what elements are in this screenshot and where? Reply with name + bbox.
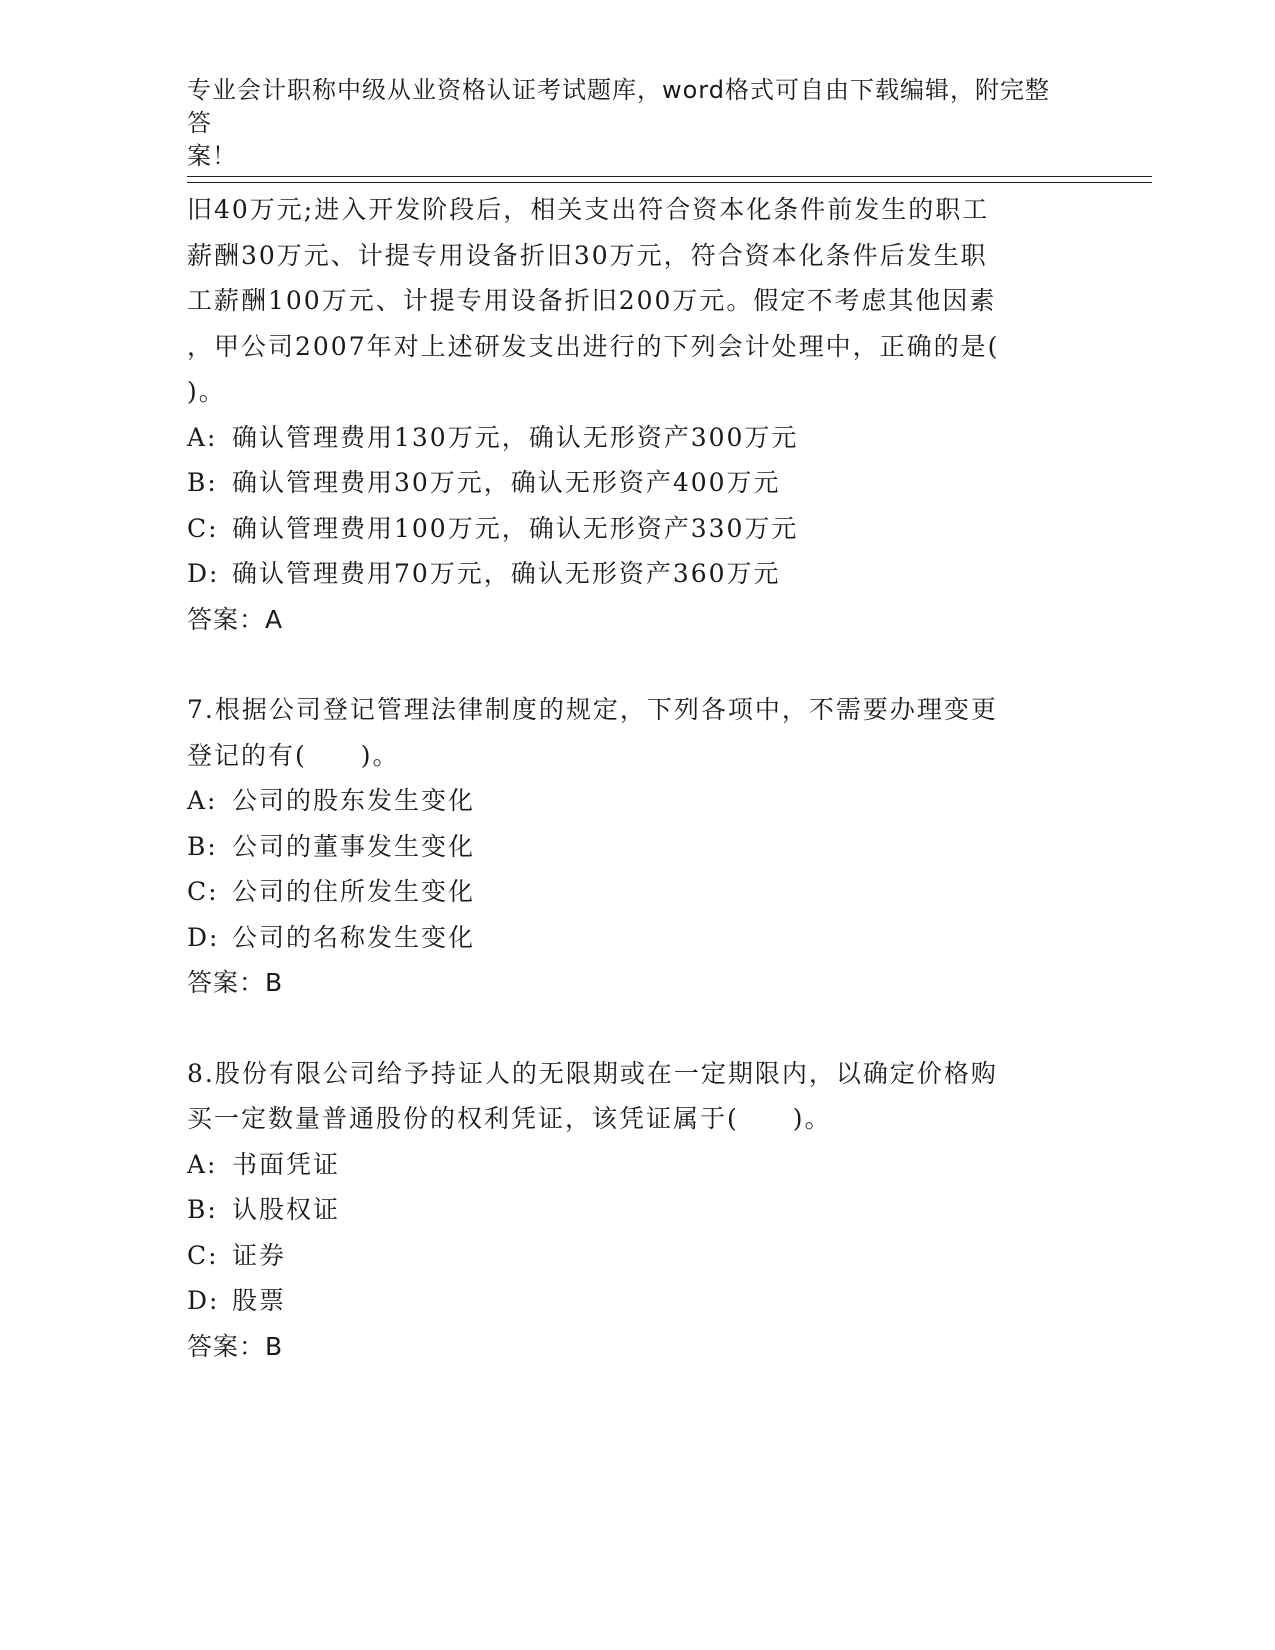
question-8 [187, 1051, 1067, 1370]
option-b [187, 1187, 1067, 1233]
option-a [187, 415, 1067, 461]
question-text-line: 7.根据公司登记管理法律制度的规定，下列各项中，不需要办理变更 [187, 695, 998, 724]
answer-label: 答案：B [187, 968, 284, 997]
option-a [187, 1142, 1067, 1188]
option-text: 确认管理费用130万元，确认无形资产300万元 [232, 422, 799, 452]
document-header [187, 74, 1067, 173]
question-text-line: 8.股份有限公司给予持证人的无限期或在一定期限内，以确定价格购 [187, 1058, 998, 1088]
option-text: 公司的住所发生变化 [232, 877, 476, 906]
question-text-line: 买一定数量普通股份的权利凭证，该凭证属于( )。 [187, 1104, 832, 1133]
option-key: C: [187, 513, 219, 543]
question-text-line: 薪酬30万元、计提专用设备折旧30万元，符合资本化条件后发生职 [187, 240, 988, 270]
spacer [187, 642, 1067, 687]
option-key: B: [187, 831, 218, 861]
option-text: 确认管理费用70万元，确认无形资产360万元 [232, 559, 781, 588]
header-line-2: 案！ [187, 142, 237, 170]
option-b [187, 460, 1067, 506]
option-key: D: [187, 559, 220, 588]
question-text-line: ，甲公司2007年对上述研发支出进行的下列会计处理中，正确的是( [187, 331, 1000, 361]
option-text: 确认管理费用30万元，确认无形资产400万元 [232, 468, 781, 497]
option-key: D: [187, 1286, 220, 1315]
question-text-line: 登记的有( )。 [187, 740, 400, 770]
option-text: 公司的名称发生变化 [232, 922, 476, 952]
option-b [187, 824, 1067, 870]
option-key: D: [187, 922, 220, 952]
option-key: A: [187, 1149, 218, 1179]
option-key: A: [187, 422, 218, 452]
header-line-1: 专业会计职称中级从业资格认证考试题库，word格式可自由下载编辑，附完整答 [187, 76, 1050, 137]
option-text: 认股权证 [232, 1195, 341, 1224]
document-body [187, 187, 1067, 1369]
option-key: B: [187, 1195, 218, 1224]
option-d [187, 551, 1067, 597]
option-a [187, 778, 1067, 824]
option-d [187, 915, 1067, 961]
option-c [187, 1233, 1067, 1279]
answer-label: 答案：A [187, 604, 284, 634]
answer-label: 答案：B [187, 1331, 284, 1361]
option-text: 证券 [232, 1240, 287, 1270]
option-c [187, 869, 1067, 915]
option-key: C: [187, 877, 219, 906]
option-text: 公司的股东发生变化 [232, 786, 476, 815]
option-text: 书面凭证 [232, 1149, 341, 1179]
option-key: A: [187, 786, 218, 815]
question-text-line: 工薪酬100万元、计提专用设备折旧200万元。假定不考虑其他因素 [187, 286, 997, 315]
option-c [187, 506, 1067, 552]
option-key: B: [187, 468, 218, 497]
question-6 [187, 187, 1067, 642]
option-key: C: [187, 1240, 219, 1270]
option-d [187, 1278, 1067, 1324]
header-divider-top [187, 176, 1152, 177]
option-text: 确认管理费用100万元，确认无形资产330万元 [232, 513, 799, 543]
spacer [187, 1006, 1067, 1051]
option-text: 股票 [232, 1286, 287, 1315]
header-divider-bottom [187, 182, 1152, 183]
option-text: 公司的董事发生变化 [232, 831, 476, 861]
question-7 [187, 687, 1067, 1006]
question-text-line: )。 [187, 377, 226, 406]
question-text-line: 旧40万元;进入开发阶段后，相关支出符合资本化条件前发生的职工 [187, 195, 990, 224]
